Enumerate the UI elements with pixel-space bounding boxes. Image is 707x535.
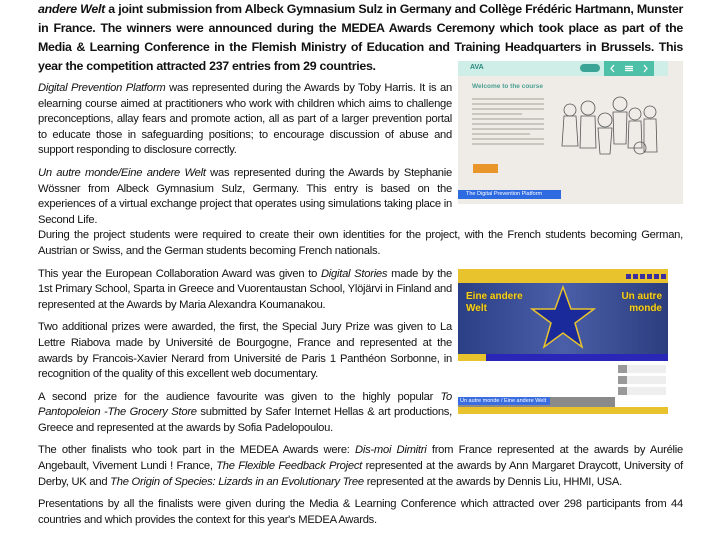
course-text-lines: [472, 95, 544, 148]
toggle-pill: [580, 64, 600, 72]
paragraph-un-autre-monde: Un autre monde/Eine andere Welt was represented during the Awards by Stephanie Wössner from Albeck Gymnasium Sulz, Germany. This entry is based on the experiences of a virtual exchange project that operates using simulations taking place in Second Life.: [38, 166, 452, 226]
paragraph-un-autre-monde-cont: During the project students were required to create their own identities for the project, with the French students becoming German, Austrian or Swiss, and the German students becoming French nationals.: [38, 229, 683, 257]
social-icon: [661, 274, 666, 279]
social-icon: [626, 274, 631, 279]
course-heading: Welcome to the course: [472, 83, 544, 90]
image-caption: Un autre monde / Eine andere Welt: [458, 397, 550, 405]
banner-left-text: Eine andere Welt: [466, 290, 523, 314]
paragraph-european-collaboration: This year the European Collaboration Award was given to Digital Stories made by the 1st Primary School, Sparta in Greece and Vuorentaustan School, Ylöjärvi in Finland and represented at the Awards by Maria Alexandra Koumanakou.: [38, 267, 452, 311]
ava-logo: AVA: [470, 64, 484, 71]
document-body: [38, 0, 683, 528]
image-caption: The Digital Prevention Platform: [458, 190, 561, 199]
bottom-bar: [458, 407, 668, 414]
paragraph-intro: andere Welt a joint submission from Albeck Gymnasium Sulz in Germany and Collège Frédéric Hartmann, Munster in France. The winners were announced during the MEDEA Awards Ceremony which took place as part of the Media & Learning Conference in the Flemish Ministry of Education and Training Headquarters in Brussels. This year the competition attracted 237 entries from 29 countries.: [38, 2, 683, 73]
digital-prevention-platform-screenshot: [458, 61, 683, 204]
paragraph-audience-favourite: A second prize for the audience favourite was given to the highly popular To Pantopoleion -The Grocery Store submitted by Safer Internet Hellas & art productions, Greece and represented at the awards by Sofia Padelopoulou.: [38, 390, 452, 434]
un-autre-monde-screenshot: [458, 269, 668, 414]
people-illustration-icon: [558, 96, 658, 158]
paragraph-digital-prevention: Digital Prevention Platform was represented during the Awards by Toby Harris. It is an elearning course aimed at practitioners who work with children which aims to challenge preconceptions, allay fears and promote action, all as part of a larger prevention portal to educate those in safeguarding positions; to encourage discussion of abuse and support responding to disclosure correctly.: [38, 82, 452, 157]
menu-bar: [458, 354, 668, 361]
social-icon: [654, 274, 659, 279]
social-icon: [647, 274, 652, 279]
star-icon: [530, 285, 596, 351]
continue-button: [473, 164, 498, 173]
social-icon: [633, 274, 638, 279]
social-icon: [640, 274, 645, 279]
nav-arrows-icon: [604, 61, 654, 76]
paragraph-other-finalists: The other finalists who took part in the MEDEA Awards were: Dis-moi Dimitri from France represented at the awards by Aurélie Angebault, Vivement Lundi ! France, The Flexible Feedback Project represented at the awards by Ann Margaret Draycott, University of Derby, UK and The Origin of Species: Lizards in an Evolutionary Tree represented at the awards by Dennis Liu, HHMI, USA.: [38, 444, 683, 488]
sidebar-thumbnails: [618, 365, 666, 398]
paragraph-presentations: Presentations by all the finalists were given during the Media & Learning Conference which attracted over 298 participants from 44 countries and which provides the context for this year's MEDEA Awards.: [38, 498, 683, 526]
banner-right-text: Un autre monde: [621, 290, 662, 314]
paragraph-special-jury: Two additional prizes were awarded, the first, the Special Jury Prize was given to La Lettre Riabova made by Université de Bourgogne, France and represented at the awards by Francois-Xavier Nerard from Université de Paris 1 Panthéon Sorbonne, in recognition of the quality of this excellent web documentary.: [38, 321, 452, 381]
